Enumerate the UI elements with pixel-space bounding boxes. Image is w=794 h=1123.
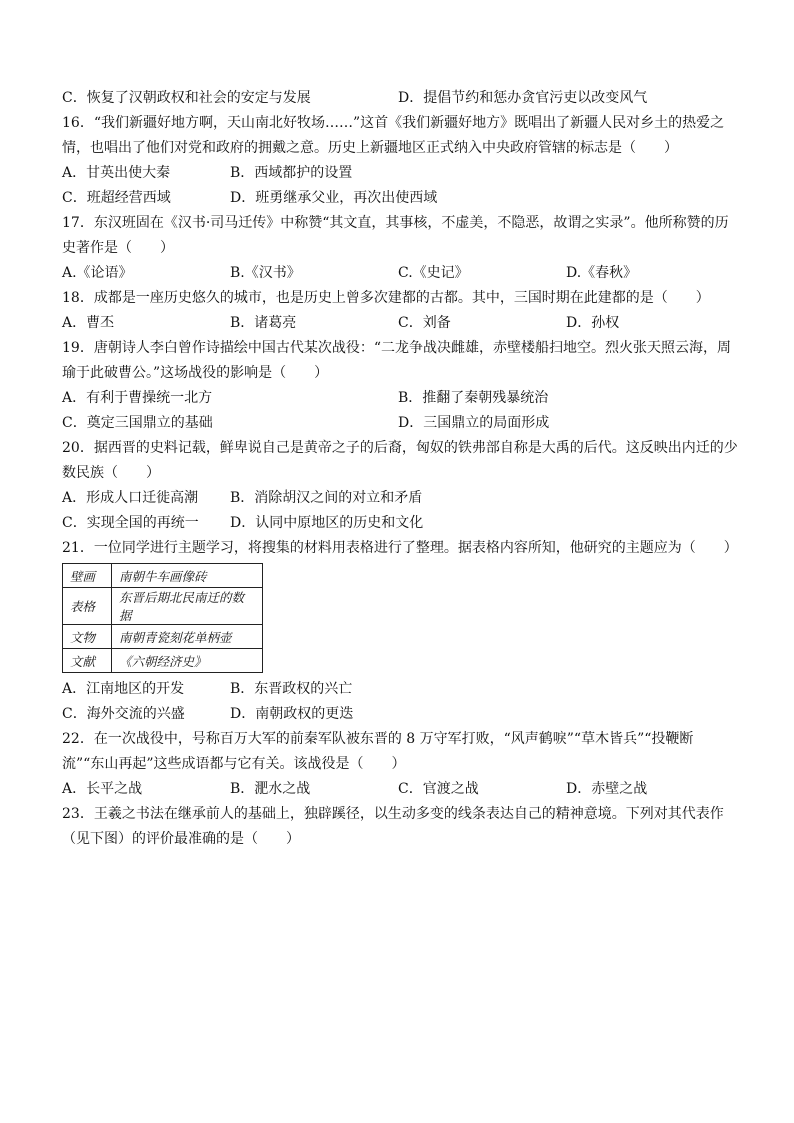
q22-option-c[interactable]: C．官渡之战: [398, 781, 479, 797]
q20-stem-line1: 20．据西晋的史料记载，鲜卑说自己是黄帝之子的后裔，匈奴的铁弗部自称是大禹的后代。这反映出内迁的少: [62, 440, 738, 456]
q18-option-c[interactable]: C．刘备: [398, 315, 451, 331]
q19-stem-line2: 瑜于此破曹公。”这场战役的影响是（ ）: [62, 365, 329, 381]
q20-option-c[interactable]: C．实现全国的再统一: [62, 515, 199, 531]
q18-option-b[interactable]: B．诸葛亮: [230, 315, 297, 331]
table-cell-type: 文物: [63, 625, 112, 649]
table-row: [63, 588, 263, 625]
table-cell-content: 东晋后期北民南迁的数据: [112, 588, 263, 625]
q16-option-b[interactable]: B．西域都护的设置: [230, 165, 353, 181]
table-cell-type: 文献: [63, 649, 112, 673]
q16-options-cd: [62, 186, 752, 211]
q21-option-c[interactable]: C．海外交流的兴盛: [62, 706, 185, 722]
q17-option-b[interactable]: B.《汉书》: [230, 265, 301, 281]
q22-option-d[interactable]: D．赤壁之战: [566, 781, 648, 797]
q21-option-d[interactable]: D．南朝政权的更迭: [230, 706, 354, 722]
q21-options-cd: [62, 702, 752, 727]
q20-option-b[interactable]: B．消除胡汉之间的对立和矛盾: [230, 490, 423, 506]
q18-option-d[interactable]: D．孙权: [566, 315, 620, 331]
q21-option-b[interactable]: B．东晋政权的兴亡: [230, 681, 353, 697]
q22-option-b[interactable]: B．淝水之战: [230, 781, 311, 797]
table-row: [63, 564, 263, 588]
q20-options-ab: [62, 486, 752, 511]
q17-stem-line1: 17．东汉班固在《汉书·司马迁传》中称赞“其文直，其事核，不虚美，不隐恶，故谓之实录”。他所称赞的历: [62, 215, 729, 231]
q19-options-ab: [62, 386, 752, 411]
q16-stem-line2: 情，也唱出了他们对党和政府的拥戴之意。历史上新疆地区正式纳入中央政府管辖的标志是（ ）: [62, 140, 678, 156]
q19-option-a[interactable]: A．有利于曹操统一北方: [62, 390, 213, 406]
q23-stem-line2: （见下图）的评价最准确的是（ ）: [62, 831, 300, 847]
q16-options-ab: [62, 161, 752, 186]
q15-option-d[interactable]: D．提倡节约和惩办贪官污吏以改变风气: [398, 90, 648, 106]
q17-option-c[interactable]: C.《史记》: [398, 265, 469, 281]
q18-options: [62, 311, 752, 336]
q16-option-d[interactable]: D．班勇继承父业，再次出使西域: [230, 190, 438, 206]
table-cell-content: 《六朝经济史》: [112, 649, 263, 673]
q21-options-ab: [62, 677, 752, 702]
exam-page: [62, 86, 752, 1122]
q20-option-a[interactable]: A．形成人口迁徙高潮: [62, 490, 199, 506]
q21-option-a[interactable]: A．江南地区的开发: [62, 681, 185, 697]
q22-options: [62, 777, 752, 802]
q17-option-d[interactable]: D.《春秋》: [566, 265, 638, 281]
q20-options-cd: [62, 511, 752, 536]
q19-stem-line1: 19．唐朝诗人李白曾作诗描绘中国古代某次战役：“二龙争战决雌雄，赤壁楼船扫地空。烈火张天照云海，周: [62, 340, 731, 356]
q20-option-d[interactable]: D．认同中原地区的历史和文化: [230, 515, 424, 531]
table-row: [63, 649, 263, 673]
table-cell-type: 壁画: [63, 564, 112, 588]
q22-stem-line2: 流”“东山再起”这些成语都与它有关。该战役是（ ）: [62, 756, 406, 772]
q18-stem-line1: 18．成都是一座历史悠久的城市，也是历史上曾多次建都的古都。其中，三国时期在此建都的是（ ）: [62, 290, 710, 306]
blank-figure-area: [62, 852, 752, 1122]
q15-option-c[interactable]: C．恢复了汉朝政权和社会的安定与发展: [62, 90, 311, 106]
q19-option-c[interactable]: C．奠定三国鼎立的基础: [62, 415, 213, 431]
q19-options-cd: [62, 411, 752, 436]
table-cell-content: 南朝青瓷刻花单柄壶: [112, 625, 263, 649]
q23-stem-line1: 23．王羲之书法在继承前人的基础上，独辟蹊径，以生动多变的线条表达自己的精神意境。下列对其代表作: [62, 806, 724, 822]
q18-option-a[interactable]: A．曹丕: [62, 315, 115, 331]
q16-option-c[interactable]: C．班超经营西域: [62, 190, 171, 206]
q21-material-table: [62, 563, 263, 673]
q15-options-cd: [62, 86, 752, 111]
table-cell-content: 南朝牛车画像砖: [112, 564, 263, 588]
q17-options: [62, 261, 752, 286]
table-cell-type: 表格: [63, 588, 112, 625]
q17-option-a[interactable]: A.《论语》: [62, 265, 133, 281]
q21-stem-line1: 21．一位同学进行主题学习，将搜集的材料用表格进行了整理。据表格内容所知，他研究的主题应为（ ）: [62, 540, 738, 556]
q22-stem-line1: 22．在一次战役中，号称百万大军的前秦军队被东晋的 8 万守军打败，“风声鹤唳”“草木皆兵”“投鞭断: [62, 731, 694, 747]
q19-option-b[interactable]: B．推翻了秦朝残暴统治: [398, 390, 549, 406]
table-row: [63, 625, 263, 649]
q17-stem-line2: 史著作是（ ）: [62, 240, 174, 256]
q22-option-a[interactable]: A．长平之战: [62, 781, 143, 797]
q16-stem-line1: 16．“我们新疆好地方啊，天山南北好牧场……”这首《我们新疆好地方》既唱出了新疆人民对乡土的热爱之: [62, 115, 725, 131]
q19-option-d[interactable]: D．三国鼎立的局面形成: [398, 415, 550, 431]
q20-stem-line2: 数民族（ ）: [62, 465, 160, 481]
q16-option-a[interactable]: A．甘英出使大秦: [62, 165, 171, 181]
